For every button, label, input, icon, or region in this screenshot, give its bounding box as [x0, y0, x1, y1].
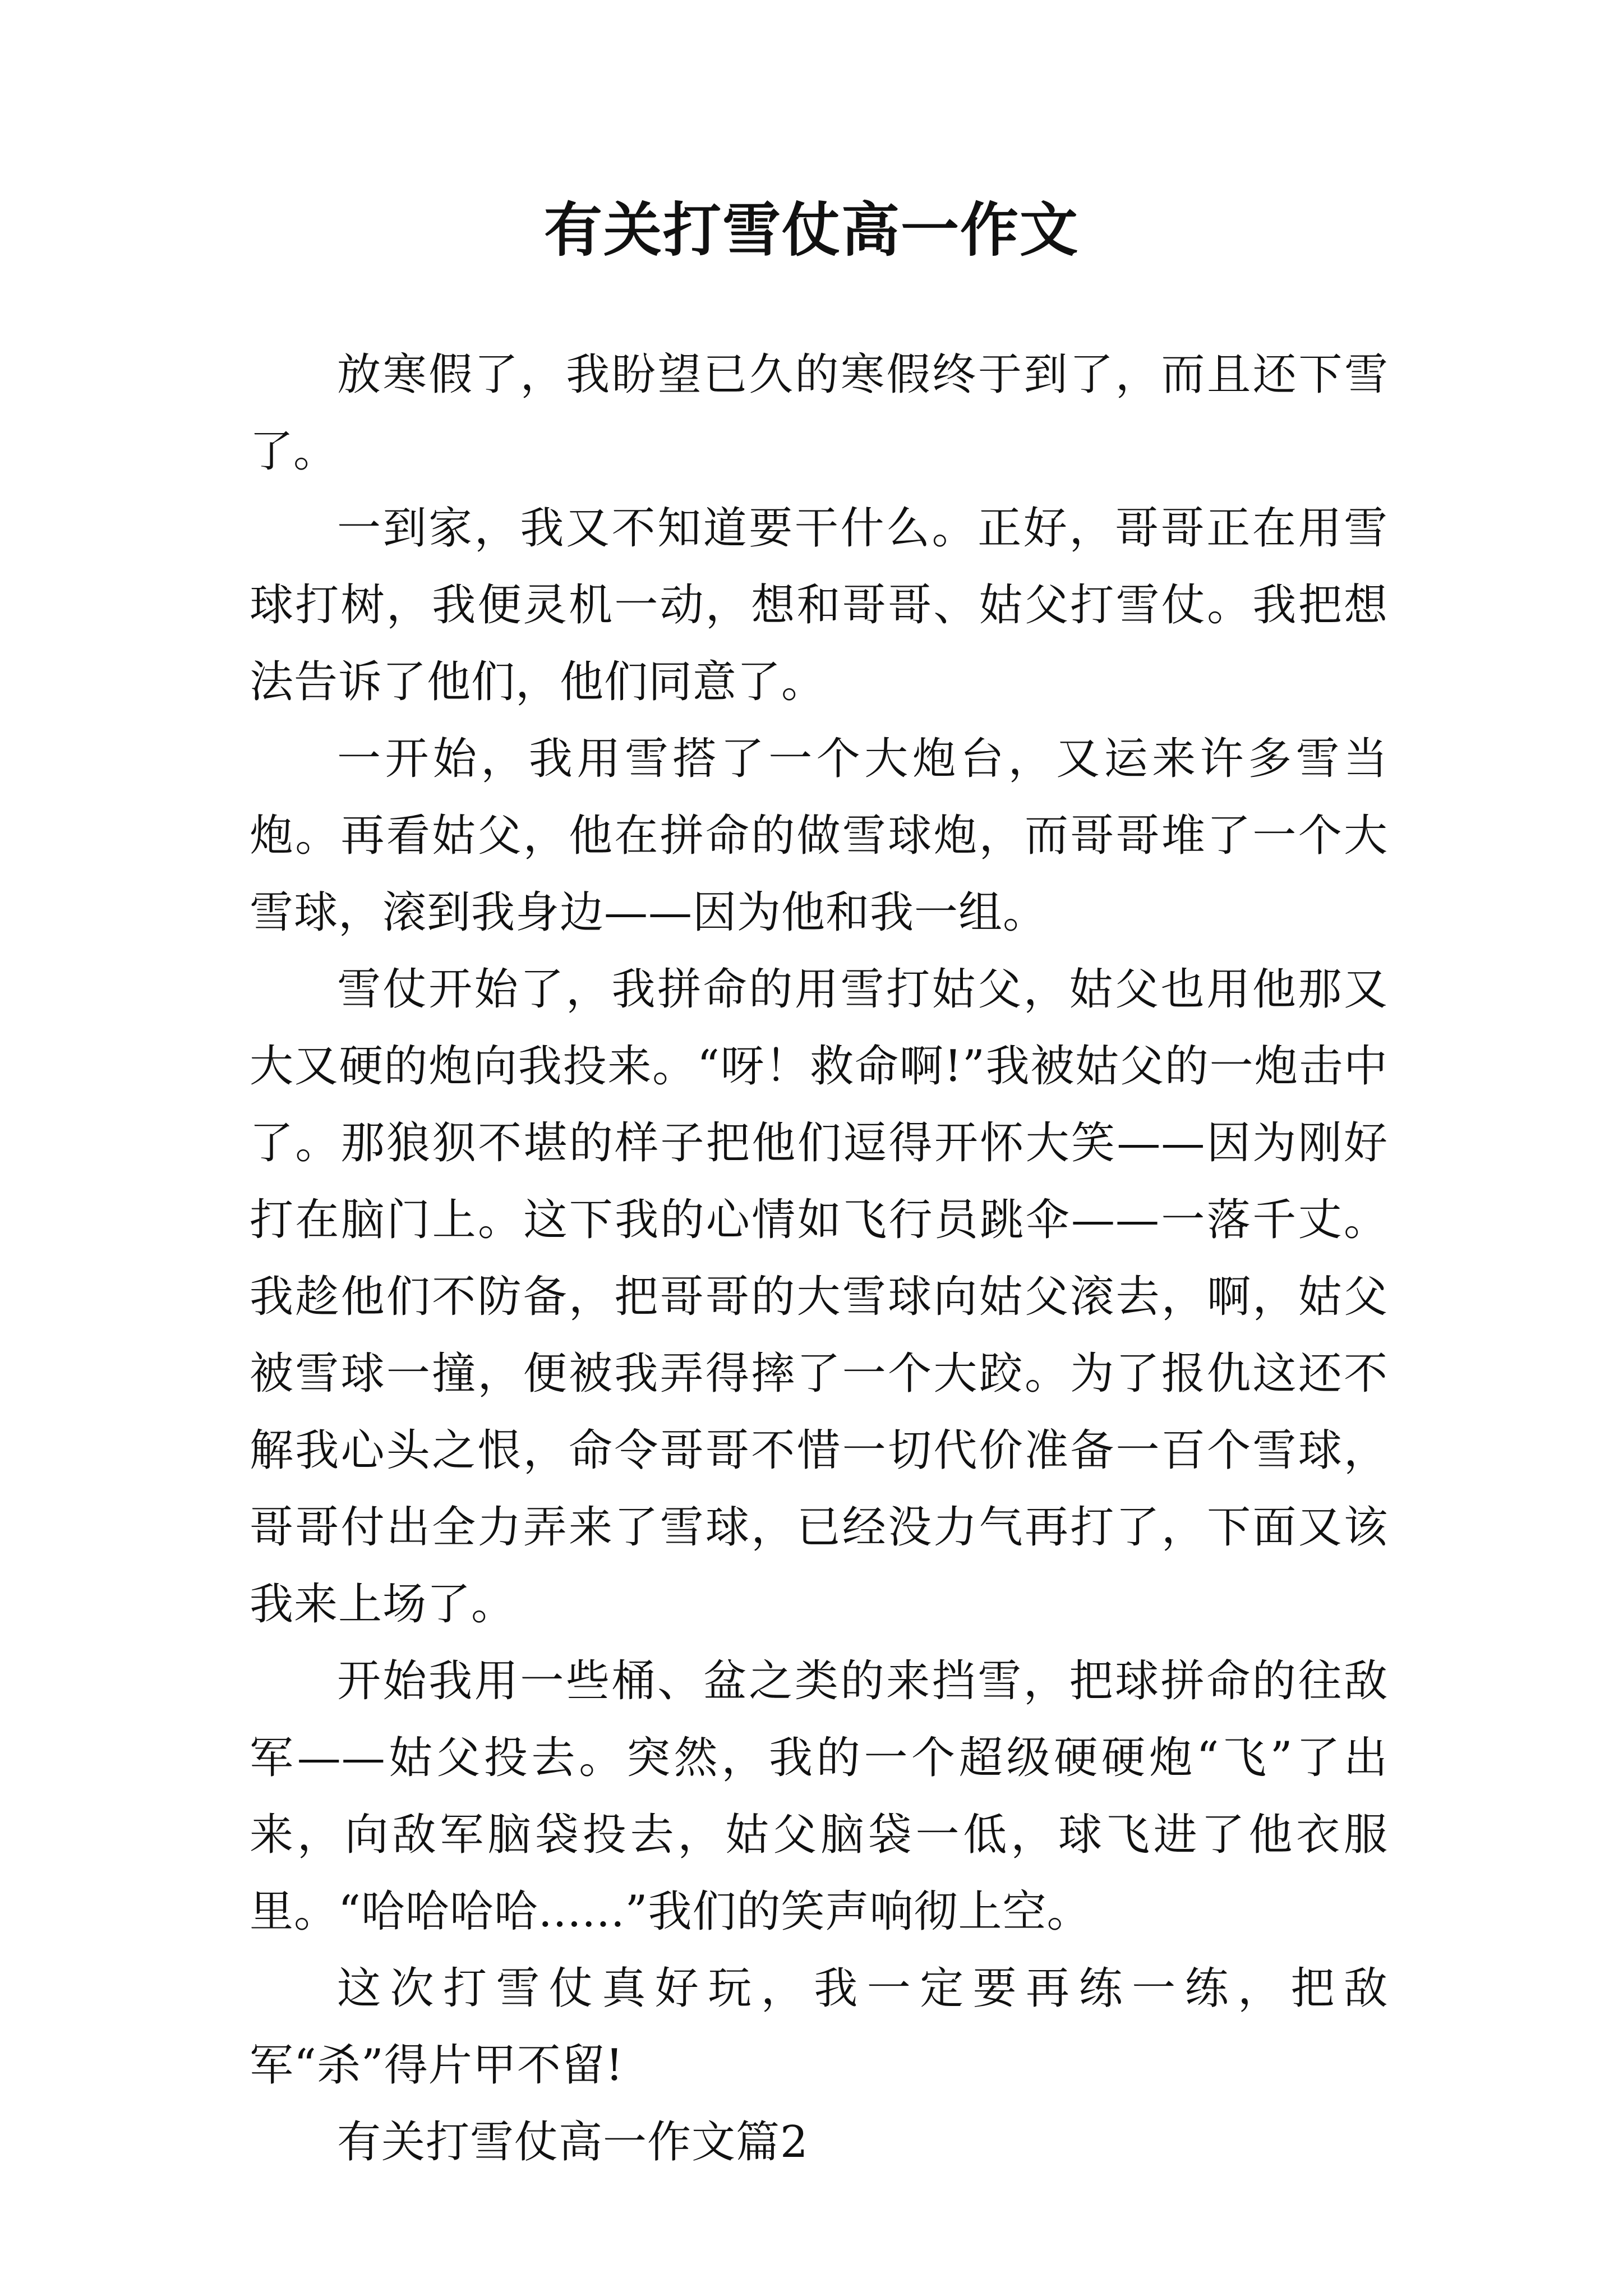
document-title: 有关打雪仗高一作文: [543, 195, 1079, 264]
paragraph-5: 开始我用一些桶、盆之类的来挡雪，把球拼命的往敌军——姑父投去。突然，我的一个超级硬硬炮“飞”了出来，向敌军脑袋投去，姑父脑袋一低，球飞进了他衣服里。“哈哈哈哈......”我们的笑声响彻上空。: [250, 1656, 1388, 1937]
paragraph-4: 雪仗开始了，我拼命的用雪打姑父，姑父也用他那又大又硬的炮向我投来。“呀！救命啊!”我被姑父的一炮击中了。那狼狈不堪的样子把他们逗得开怀大笑——因为刚好打在脑门上。这下我的心情如飞行员跳伞——一落千丈。我趁他们不防备，把哥哥的大雪球向姑父滚去，啊，姑父被雪球一撞，便被我弄得摔了一个大跤。为了报仇这还不解我心头之恨，命令哥哥不惜一切代价准备一百个雪球，哥哥付出全力弄来了雪球，已经没力气再打了，下面又该我来上场了。: [250, 964, 1388, 1630]
paragraph-3: 一开始，我用雪搭了一个大炮台，又运来许多雪当炮。再看姑父，他在拼命的做雪球炮，而哥哥堆了一个大雪球，滚到我身边——因为他和我一组。: [250, 734, 1388, 938]
document-body: [250, 337, 1388, 2181]
paragraph-2: 一到家，我又不知道要干什么。正好，哥哥正在用雪球打树，我便灵机一动，想和哥哥、姑父打雪仗。我把想法告诉了他们，他们同意了。: [250, 503, 1388, 707]
paragraph-1: 放寒假了，我盼望已久的寒假终于到了，而且还下雪了。: [250, 349, 1388, 477]
paragraph-6: 这次打雪仗真好玩，我一定要再练一练，把敌军“杀”得片甲不留!: [250, 1963, 1388, 2091]
section-heading-essay-2: 有关打雪仗高一作文篇2: [337, 2117, 809, 2168]
